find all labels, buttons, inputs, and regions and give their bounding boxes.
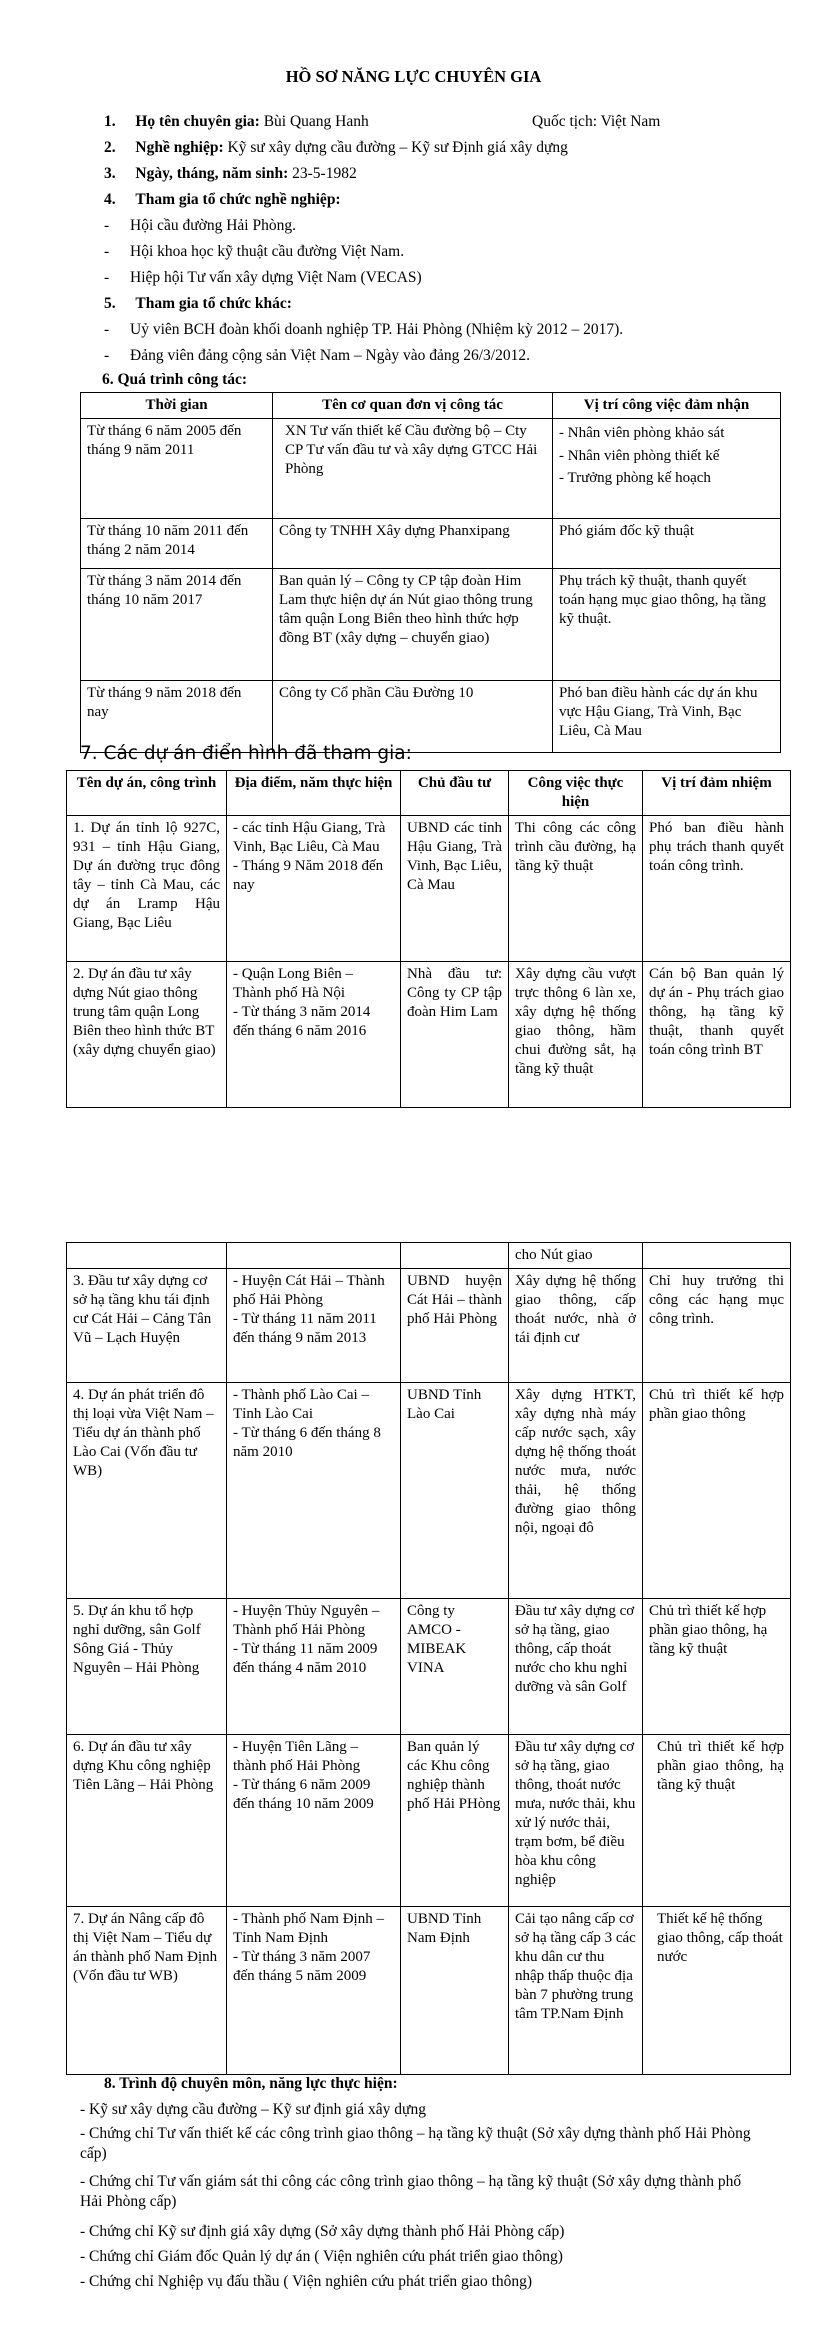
name-label: Họ tên chuyên gia: (135, 113, 260, 130)
table-header-row (81, 393, 781, 419)
num-2: 2. (104, 139, 116, 156)
prof-org-item-text: Hội cầu đường Hải Phòng. (130, 217, 296, 234)
other-org-heading (104, 294, 292, 314)
time-cell: Từ tháng 9 năm 2018 đến nay (81, 681, 273, 753)
project-role: Cán bộ Ban quản lý dự án - Phụ trách giao thông, hạ tầng kỹ thuật, thanh quyết toán công trình BT (643, 962, 791, 1108)
skill-item: - Chứng chỉ Tư vấn giám sát thi công các công trình giao thông – hạ tầng kỹ thuật (Sở xây dựng thành phố Hải Phòng cấp) (80, 2173, 742, 2210)
project-role: Phó ban điều hành phụ trách thanh quyết toán công trình. (643, 816, 791, 962)
project-place (227, 1269, 401, 1383)
table-row (67, 1383, 791, 1599)
time-cell: Từ tháng 10 năm 2011 đến tháng 2 năm 2014 (81, 519, 273, 569)
other-org-item-text: Đảng viên đảng cộng sản Việt Nam – Ngày vào đảng 26/3/2012. (130, 347, 530, 364)
project-role: Chỉ huy trưởng thi công các hạng mục công trình. (643, 1269, 791, 1383)
project-name: 4. Dự án phát triển đô thị loại vừa Việt Nam – Tiểu dự án thành phố Lào Cai (Vốn đầu tư WB) (67, 1383, 227, 1599)
num-3: 3. (104, 165, 116, 182)
projects-table-continued (66, 1242, 791, 2075)
col-header: Tên dự án, công trình (67, 771, 227, 816)
project-owner: Ban quản lý các Khu công nghiệp thành phố Hải PHòng (401, 1735, 509, 1907)
skill-item: - Chứng chỉ Nghiệp vụ đấu thầu ( Viện nghiên cứu phát triển giao thông) (80, 2273, 533, 2290)
place-item: - Quận Long Biên – Thành phố Hà Nội (233, 966, 353, 1002)
col-header: Chủ đầu tư (401, 771, 509, 816)
prof-org-heading (104, 190, 341, 210)
project-work: Cải tạo nâng cấp cơ sở hạ tầng cấp 3 các khu dân cư thu nhập thấp thuộc địa bàn 7 phường trung tâm TP.Nam Định (509, 1907, 643, 2075)
place-item: - Từ tháng 3 năm 2007 đến tháng 5 năm 2009 (233, 1949, 371, 1985)
skills-heading: 8. Trình độ chuyên môn, năng lực thực hiện: (104, 2075, 398, 2092)
col-header: Thời gian (81, 393, 273, 419)
table-row (81, 569, 781, 681)
prof-org-item: - (104, 269, 110, 286)
project-name: 1. Dự án tỉnh lộ 927C, 931 – tỉnh Hậu Giang, Dự án đường trục đông tây – tỉnh Cà Mau, các dự án Lramp Hậu Giang, Bạc Liêu (67, 816, 227, 962)
project-role: Thiết kế hệ thống giao thông, cấp thoát nước (643, 1907, 791, 2075)
place-item: - Huyện Thủy Nguyên – Thành phố Hải Phòng (233, 1603, 380, 1639)
place-item: - Huyện Tiên Lãng – thành phố Hải Phòng (233, 1739, 361, 1775)
project-name: 2. Dự án đầu tư xây dựng Nút giao thông trung tâm quận Long Biên theo hình thức BT (xây dựng chuyển giao) (67, 962, 227, 1108)
col-header: Tên cơ quan đơn vị công tác (273, 393, 553, 419)
empty-cell (67, 1243, 227, 1269)
table-row (67, 1907, 791, 2075)
col-header: Công việc thực hiện (509, 771, 643, 816)
project-owner: UBND huyện Cát Hải – thành phố Hải Phòng (401, 1269, 509, 1383)
other-org-item: - (104, 321, 110, 338)
project-work: Xây dựng cầu vượt trực thông 6 làn xe, xây dựng hệ thống giao thông, hầm chui đường sắt, hạ tầng kỹ thuật (509, 962, 643, 1108)
table-row (81, 419, 781, 519)
skill-item: - Chứng chỉ Tư vấn thiết kế các công trình giao thông – hạ tầng kỹ thuật (Sở xây dựng thành phố Hải Phòng cấp) (80, 2125, 751, 2162)
project-work: Thi công các công trình cầu đường, hạ tầng kỹ thuật (509, 816, 643, 962)
project-name: 5. Dự án khu tổ hợp nghỉ dưỡng, sân Golf Sông Giá - Thủy Nguyên – Hải Phòng (67, 1599, 227, 1735)
projects-table (66, 770, 791, 1108)
col-header: Vị trí công việc đảm nhận (553, 393, 781, 419)
name-value: Bùi Quang Hanh (263, 113, 369, 130)
dob-line (104, 164, 357, 184)
project-work-continued: cho Nút giao (509, 1243, 643, 1269)
project-role: Chủ trì thiết kế hợp phần giao thông (643, 1383, 791, 1599)
work-heading: 6. Quá trình công tác: (102, 371, 248, 388)
project-place (227, 1735, 401, 1907)
project-role: Chủ trì thiết kế hợp phần giao thông, hạ tầng kỹ thuật (643, 1599, 791, 1735)
name-line (104, 112, 369, 132)
empty-cell (227, 1243, 401, 1269)
job-label: Nghề nghiệp: (135, 139, 224, 156)
project-owner: UBND Tỉnh Nam Định (401, 1907, 509, 2075)
project-work: Xây dựng HTKT, xây dựng nhà máy cấp nước sạch, xây dựng hệ thống thoát nước mưa, nước thải, hệ thống đường giao thông nội, ngoại đô (509, 1383, 643, 1599)
prof-org-item-text: Hiệp hội Tư vấn xây dựng Việt Nam (VECAS) (130, 269, 422, 286)
other-org-label: Tham gia tổ chức khác: (135, 295, 292, 312)
nationality: Quốc tịch: Việt Nam (532, 113, 661, 130)
project-name: 3. Đầu tư xây dựng cơ sở hạ tầng khu tái định cư Cát Hải – Cảng Tân Vũ – Lạch Huyện (67, 1269, 227, 1383)
project-place (227, 1599, 401, 1735)
document-title: HỒ SƠ NĂNG LỰC CHUYÊN GIA (285, 67, 542, 86)
dob-label: Ngày, tháng, năm sinh: (135, 165, 289, 182)
place-item: - Tháng 9 Năm 2018 đến nay (233, 858, 384, 894)
project-name: 7. Dự án Nâng cấp đô thị Việt Nam – Tiểu dự án thành phố Nam Định (Vốn đầu tư WB) (67, 1907, 227, 2075)
project-place (227, 816, 401, 962)
col-header: Vị trí đảm nhiệm (643, 771, 791, 816)
place-item: - Huyện Cát Hải – Thành phố Hải Phòng (233, 1273, 385, 1309)
time-cell: Từ tháng 6 năm 2005 đến tháng 9 năm 2011 (81, 419, 273, 519)
org-cell: Công ty TNHH Xây dựng Phanxipang (273, 519, 553, 569)
prof-org-label: Tham gia tổ chức nghề nghiệp: (135, 191, 341, 208)
num-5: 5. (104, 295, 116, 312)
project-role: Chủ trì thiết kế hợp phần giao thông, hạ tầng kỹ thuật (643, 1735, 791, 1907)
skill-item: - Kỹ sư xây dựng cầu đường – Kỹ sư định giá xây dựng (80, 2101, 426, 2118)
project-place (227, 962, 401, 1108)
col-header: Địa điểm, năm thực hiện (227, 771, 401, 816)
table-row (67, 1735, 791, 1907)
place-item: - Thành phố Lào Cai – Tỉnh Lào Cai (233, 1387, 369, 1423)
pos-item: - Nhân viên phòng thiết kế (559, 447, 720, 464)
place-item: - Từ tháng 6 năm 2009 đến tháng 10 năm 2009 (233, 1777, 374, 1813)
project-owner: Công ty AMCO - MIBEAK VINA (401, 1599, 509, 1735)
project-place (227, 1907, 401, 2075)
place-item: - Từ tháng 11 năm 2011 đến tháng 9 năm 2013 (233, 1311, 377, 1347)
prof-org-item: - (104, 243, 110, 260)
job-value: Kỹ sư xây dựng cầu đường – Kỹ sư Định giá xây dựng (227, 139, 568, 156)
project-owner: UBND Tỉnh Lào Cai (401, 1383, 509, 1599)
dob-value: 23-5-1982 (292, 165, 357, 182)
org-cell: Công ty Cổ phần Cầu Đường 10 (273, 681, 553, 753)
prof-org-item: - (104, 217, 110, 234)
project-place (227, 1383, 401, 1599)
table-row (67, 1269, 791, 1383)
place-item: - Thành phố Nam Định – Tỉnh Nam Định (233, 1911, 384, 1947)
pos-cell: Phó giám đốc kỹ thuật (553, 519, 781, 569)
empty-cell (643, 1243, 791, 1269)
skill-item: - Chứng chỉ Kỹ sư định giá xây dựng (Sở xây dựng thành phố Hải Phòng cấp) (80, 2223, 565, 2240)
project-work: Xây dựng hệ thống giao thông, cấp thoát nước, nhà ở tái định cư (509, 1269, 643, 1383)
num-4: 4. (104, 191, 116, 208)
prof-org-item-text: Hội khoa học kỹ thuật cầu đường Việt Nam. (130, 243, 405, 260)
project-work: Đầu tư xây dựng cơ sở hạ tầng, giao thông, thoát nước mưa, nước thải, khu xử lý nước thải, trạm bơm, bể điều hòa khu công nghiệp (509, 1735, 643, 1907)
table-row (67, 1599, 791, 1735)
other-org-item: - (104, 347, 110, 364)
pos-item: - Trưởng phòng kế hoạch (559, 470, 711, 487)
table-row (67, 816, 791, 962)
time-cell: Từ tháng 3 năm 2014 đến tháng 10 năm 2017 (81, 569, 273, 681)
projects-heading: 7. Các dự án điển hình đã tham gia: (80, 743, 412, 764)
org-cell: Ban quản lý – Công ty CP tập đoàn Him Lam thực hiện dự án Nút giao thông trung tâm quận Long Biên theo hình thức hợp đồng BT (xây dựng – chuyển giao) (273, 569, 553, 681)
project-owner: UBND các tỉnh Hậu Giang, Trà Vinh, Bạc Liêu, Cà Mau (401, 816, 509, 962)
place-item: - các tỉnh Hậu Giang, Trà Vinh, Bạc Liêu, Cà Mau (233, 820, 386, 856)
table-row (67, 962, 791, 1108)
pos-cell: Phó ban điều hành các dự án khu vực Hậu Giang, Trà Vinh, Bạc Liêu, Cà Mau (553, 681, 781, 753)
place-item: - Từ tháng 6 đến tháng 8 năm 2010 (233, 1425, 381, 1461)
table-row (67, 1243, 791, 1269)
place-item: - Từ tháng 11 năm 2009 đến tháng 4 năm 2010 (233, 1641, 378, 1677)
pos-item: - Nhân viên phòng khảo sát (559, 425, 725, 442)
project-name: 6. Dự án đầu tư xây dựng Khu công nghiệp Tiên Lãng – Hải Phòng (67, 1735, 227, 1907)
project-owner: Nhà đầu tư: Công ty CP tập đoàn Him Lam (401, 962, 509, 1108)
num-1: 1. (104, 113, 116, 130)
skill-item: - Chứng chỉ Giám đốc Quản lý dự án ( Viện nghiên cứu phát triển giao thông) (80, 2248, 563, 2265)
project-work: Đầu tư xây dựng cơ sở hạ tầng, giao thông, cấp thoát nước cho khu nghỉ dưỡng và sân Golf (509, 1599, 643, 1735)
table-header-row (67, 771, 791, 816)
empty-cell (401, 1243, 509, 1269)
job-line (104, 138, 568, 158)
org-cell: XN Tư vấn thiết kế Cầu đường bộ – Cty CP Tư vấn đầu tư và xây dựng GTCC Hải Phòng (273, 419, 553, 519)
pos-cell (553, 419, 781, 519)
place-item: - Từ tháng 3 năm 2014 đến tháng 6 năm 2016 (233, 1004, 371, 1040)
pos-cell: Phụ trách kỹ thuật, thanh quyết toán hạng mục giao thông, hạ tầng kỹ thuật. (553, 569, 781, 681)
table-row (81, 519, 781, 569)
other-org-item-text: Uỷ viên BCH đoàn khối doanh nghiệp TP. Hải Phòng (Nhiệm kỳ 2012 – 2017). (130, 321, 624, 338)
work-history-table (80, 392, 781, 753)
